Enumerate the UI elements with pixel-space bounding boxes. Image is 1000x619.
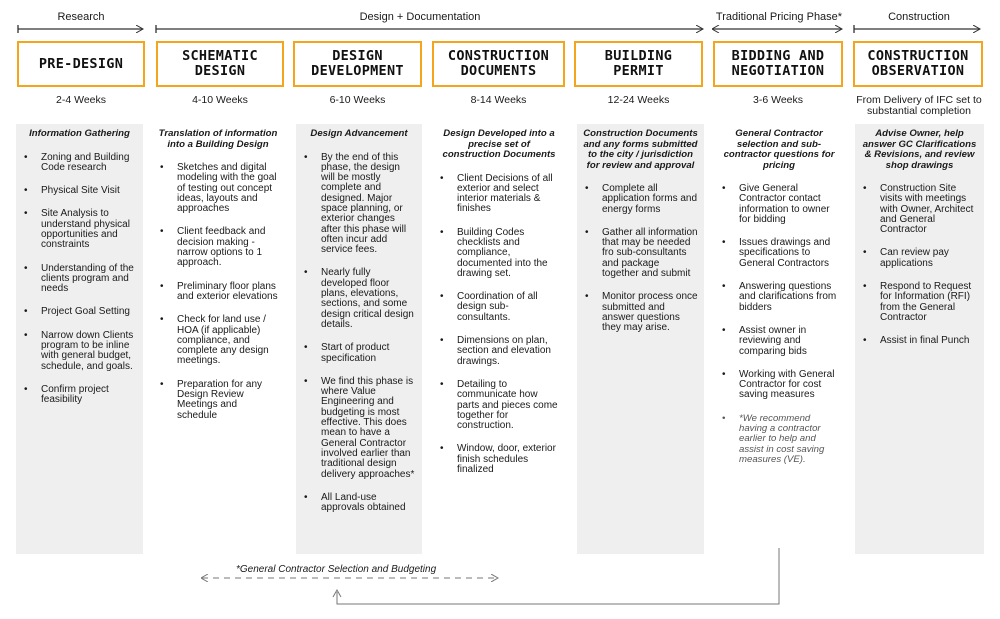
list-item: • Coordination of all design sub-consultants. [438, 292, 560, 323]
list-item: • Construction Site visits with meetings with Owner, Architect and General Contractor [861, 184, 978, 235]
list-item: • We find this phase is where Value Engineering and budgeting is most effective. This does mean to have a General Contractor involved earlier than traditional design delivery approaches* [302, 377, 416, 480]
list-item: • All Land-use approvals obtained [302, 493, 416, 514]
list-item: • Start of product specification [302, 343, 416, 364]
column-header: Information Gathering [29, 128, 130, 139]
column-schematic-design [152, 124, 284, 554]
list-item: • Client feedback and decision making - narrow options to 1 approach. [158, 227, 278, 268]
phase-label-research: Research [57, 11, 105, 23]
phase-box-bidding-negotiation: BIDDING AND NEGOTIATION [713, 41, 843, 87]
list-item: • By the end of this phase, the design will be mostly complete and designed. Major space planning, or exterior changes after this phase will often incur add service fees. [302, 153, 416, 256]
phase-label-construction: Construction [888, 11, 950, 23]
phase-box-construction-documents: CONSTRUCTION DOCUMENTS [432, 41, 565, 87]
list-item: • Building Codes checklists and compliance, documented into the drawing set. [438, 228, 560, 279]
list-item: • Issues drawings and specifications to General Contractors [720, 238, 838, 269]
duration-schematic-design: 4-10 Weeks [192, 94, 248, 106]
phase-label-traditional-pricing: Traditional Pricing Phase* [715, 11, 843, 23]
list-item: • Window, door, exterior finish schedules finalized [438, 444, 560, 475]
phase-box-schematic-design: SCHEMATIC DESIGN [156, 41, 284, 87]
list-item: • Understanding of the clients program and needs [22, 264, 137, 295]
column-header: Design Advancement [310, 128, 408, 139]
duration-pre-design: 2-4 Weeks [56, 94, 106, 106]
list-item: • Can review pay applications [861, 248, 978, 269]
list-item: • Zoning and Building Code research [22, 153, 137, 174]
list-item: • Answering questions and clarifications from bidders [720, 282, 838, 313]
column-design-development [296, 124, 422, 554]
list-item: • Give General Contractor contact information to owner for bidding [720, 184, 838, 225]
list-item: • Respond to Request for Information (RFI) from the General Contractor [861, 282, 978, 323]
duration-design-development: 6-10 Weeks [329, 94, 386, 106]
column-header: Advise Owner, help answer GC Clarifications & Revisions, and review shop drawings [862, 128, 977, 171]
list-item: • Preparation for any Design Review Meetings and schedule [158, 380, 278, 421]
list-item: • Nearly fully developed floor plans, elevations, sections, and some design critical design details. [302, 268, 416, 330]
list-item: • Monitor process once submitted and answer questions they may arise. [583, 292, 698, 333]
list-item: • Confirm project feasibility [22, 385, 137, 406]
list-item: • Dimensions on plan, section and elevation drawings. [438, 336, 560, 367]
phase-box-construction-observation: CONSTRUCTION OBSERVATION [853, 41, 983, 87]
list-item: • Assist in final Punch [861, 336, 978, 346]
list-item: • Site Analysis to understand physical opportunities and constraints [22, 209, 137, 250]
phase-box-building-permit: BUILDING PERMIT [574, 41, 703, 87]
list-item: • Detailing to communicate how parts and pieces come together for construction. [438, 380, 560, 431]
list-item: • Sketches and digital modeling with the goal of testing out concept ideas, layouts and approaches [158, 163, 278, 214]
phase-label-design-documentation: Design + Documentation [359, 11, 481, 23]
duration-bidding-negotiation: 3-6 Weeks [753, 94, 803, 106]
column-header: General Contractor selection and sub-contractor questions for pricing [723, 128, 835, 171]
column-header: Translation of information into a Building Design [158, 128, 278, 150]
list-item: • Complete all application forms and energy forms [583, 184, 698, 215]
gc-selection-note: *General Contractor Selection and Budgeting [236, 564, 437, 575]
gc-connector-line [337, 548, 779, 604]
list-item: • Preliminary floor plans and exterior elevations [158, 282, 278, 303]
duration-building-permit: 12-24 Weeks [607, 94, 670, 106]
column-building-permit [577, 124, 704, 554]
list-item: • Gather all information that may be needed fro sub-consultants and package together and submit [583, 228, 698, 279]
list-item: • Project Goal Setting [22, 307, 137, 317]
column-bidding-negotiation [714, 124, 844, 554]
phase-box-pre-design: PRE-DESIGN [17, 41, 145, 87]
list-item: • Client Decisions of all exterior and select interior materials & finishes [438, 174, 560, 215]
column-construction-observation [855, 124, 984, 554]
column-header: Design Developed into a precise set of construction Documents [442, 128, 556, 160]
list-item: • Check for land use / HOA (if applicable) compliance, and complete any design meetings. [158, 315, 278, 366]
phase-box-design-development: DESIGN DEVELOPMENT [293, 41, 422, 87]
vec-recommendation-note: • *We recommend having a contractor earlier to help and assist in cost saving measures (VE). [720, 414, 838, 465]
duration-construction-observation: From Delivery of IFC set to substantial completion [856, 94, 982, 117]
list-item: • Physical Site Visit [22, 186, 137, 196]
column-construction-documents [432, 124, 566, 554]
list-item: • Narrow down Clients program to be inline with general budget, schedule, and goals. [22, 331, 137, 372]
column-header: Construction Documents and any forms submitted to the city / jurisdiction for review and approval [583, 128, 698, 171]
list-item: • Assist owner in reviewing and comparing bids [720, 326, 838, 357]
list-item: • Working with General Contractor for cost saving measures [720, 370, 838, 401]
duration-construction-documents: 8-14 Weeks [470, 94, 527, 106]
column-pre-design [16, 124, 143, 554]
